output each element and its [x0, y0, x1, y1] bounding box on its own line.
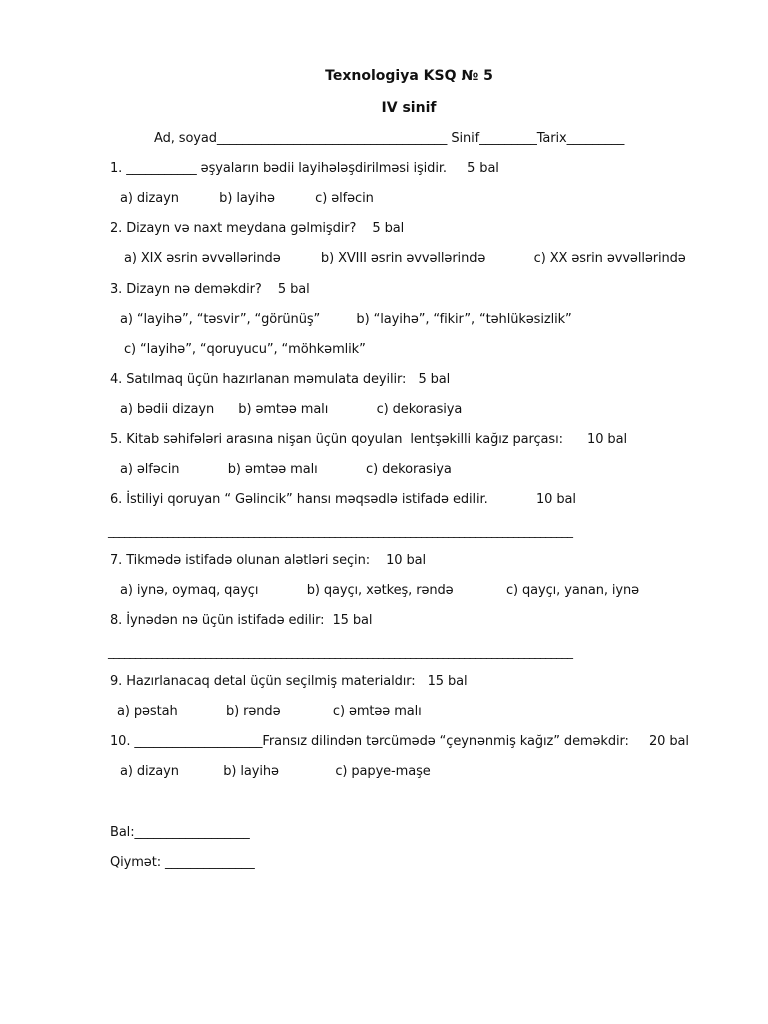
question-6: 6. İstiliyi qoruyan “ Gəlincik” hansı məqsədlə istifadə edilir. 10 bal: [110, 492, 576, 507]
question-1: 1. ___________ əşyaların bədii layihələşdirilməsi işidir. 5 bal: [110, 161, 499, 176]
student-info-line: Ad, soyad____________________________________ Sinif_________Tarix_________: [154, 131, 625, 146]
question-4: 4. Satılmaq üçün hazırlanan məmulata deyilir: 5 bal: [110, 372, 451, 387]
question-8: 8. İynədən nə üçün istifadə edilir: 15 bal: [110, 613, 373, 628]
question-2-options: a) XIX əsrin əvvəllərində b) XVIII əsrin əvvəllərində c) XX əsrin əvvəllərində: [124, 251, 686, 266]
exam-title: Texnologiya KSQ № 5: [325, 68, 493, 84]
question-10-options: a) dizayn b) layihə c) papye-maşe: [120, 764, 431, 779]
question-2: 2. Dizayn və naxt meydana gəlmişdir? 5 bal: [110, 221, 405, 236]
question-5: 5. Kitab səhifələri arasına nişan üçün qoyulan lentşəkilli kağız parçası: 10 bal: [110, 432, 627, 447]
question-3: 3. Dizayn nə deməkdir? 5 bal: [110, 282, 310, 297]
question-7: 7. Tikmədə istifadə olunan alətləri seçin: 10 bal: [110, 553, 427, 568]
question-4-options: a) bədii dizayn b) əmtəə malı c) dekorasiya: [120, 402, 463, 417]
score-field[interactable]: Bal:__________________: [110, 825, 250, 840]
question-10: 10. ____________________Fransız dilindən tərcümədə “çeynənmiş kağız” deməkdir: 20 bal: [110, 734, 689, 749]
question-6-answer-line[interactable]: ______________________________________________________________________________________: [108, 524, 573, 538]
question-5-options: a) əlfəcin b) əmtəə malı c) dekorasiya: [120, 462, 452, 477]
grade-field[interactable]: Qiymət: ______________: [110, 855, 255, 870]
grade-level: IV sinif: [381, 100, 437, 116]
question-9: 9. Hazırlanacaq detal üçün seçilmiş materialdır: 15 bal: [110, 674, 468, 689]
question-3-options-1: a) “layihə”, “təsvir”, “görünüş” b) “layihə”, “fikir”, “təhlükəsizlik”: [120, 312, 572, 327]
question-3-options-2: c) “layihə”, “qoruyucu”, “möhkəmlik”: [124, 342, 366, 357]
question-7-options: a) iynə, oymaq, qayçı b) qayçı, xətkeş, rəndə c) qayçı, yanan, iynə: [120, 583, 640, 598]
question-9-options: a) pəstah b) rəndə c) əmtəə malı: [117, 704, 422, 719]
question-1-options: a) dizayn b) layihə c) əlfəcin: [120, 191, 374, 206]
question-8-answer-line[interactable]: ______________________________________________________________________________________: [108, 645, 573, 659]
